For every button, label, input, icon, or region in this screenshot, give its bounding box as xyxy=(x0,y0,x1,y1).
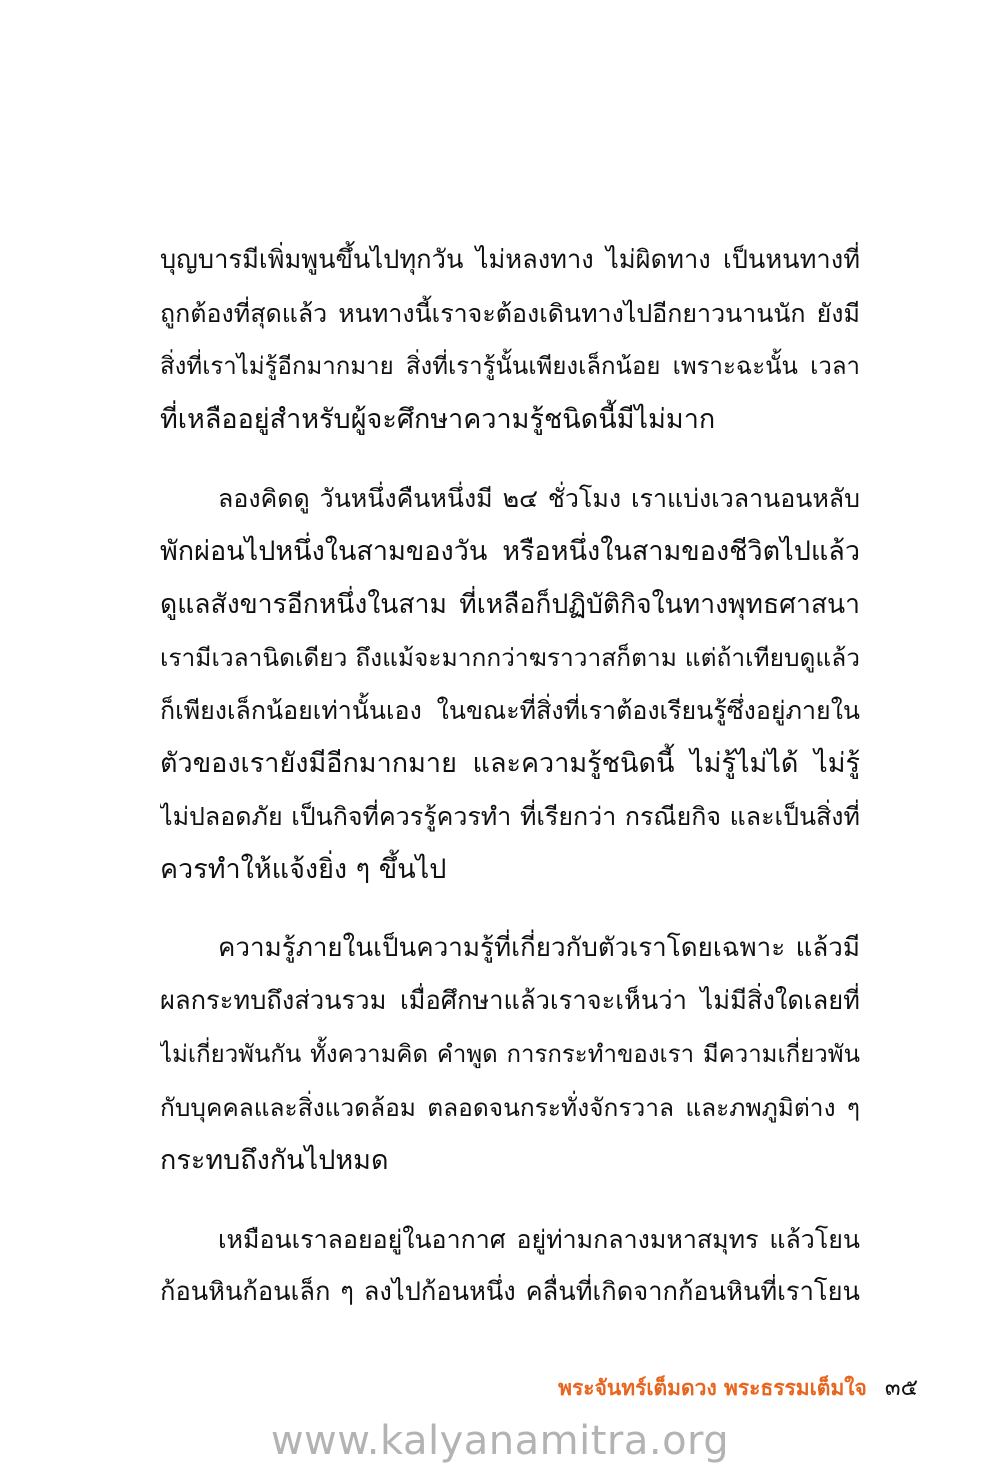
paragraph-3 xyxy=(160,922,860,1187)
text-line: ก้อนหินก้อนเล็ก ๆ ลงไปก้อนหนึ่ง คลื่นที่เกิดจากก้อนหินที่เราโยน xyxy=(160,1277,860,1307)
book-title: พระจันทร์เต็มดวง พระธรรมเต็มใจ xyxy=(558,1375,867,1400)
text-line: ความรู้ภายในเป็นความรู้ที่เกี่ยวกับตัวเราโดยเฉพาะ แล้วมี xyxy=(218,933,860,963)
text-line: ไม่ปลอดภัย เป็นกิจที่ควรรู้ควรทำ ที่เรียกว่า กรณียกิจ และเป็นสิ่งที่ xyxy=(160,802,860,831)
paragraph-1 xyxy=(160,234,860,446)
text-line: ที่เหลืออยู่สำหรับผู้จะศึกษาความรู้ชนิดนี้มีไม่มาก xyxy=(160,404,716,435)
text-line: ควรทำให้แจ้งยิ่ง ๆ ขึ้นไป xyxy=(160,854,447,885)
watermark-url: www.kalyanamitra.org xyxy=(270,1418,730,1464)
paragraph-4 xyxy=(160,1213,860,1319)
text-line: สิ่งที่เราไม่รู้อีกมากมาย สิ่งที่เรารู้นั้นเพียงเล็กน้อย เพราะฉะนั้น เวลา xyxy=(160,352,860,380)
text-line: ตัวของเรายังมีอีกมากมาย และความรู้ชนิดนี้ ไม่รู้ไม่ได้ ไม่รู้ xyxy=(160,748,860,779)
text-line: กับบุคคลและสิ่งแวดล้อม ตลอดจนกระทั่งจักรวาล และภพภูมิต่าง ๆ xyxy=(160,1093,860,1122)
text-line: ก็เพียงเล็กน้อยเท่านั้นเอง ในขณะที่สิ่งที่เราต้องเรียนรู้ซึ่งอยู่ภายใน xyxy=(160,696,860,725)
page-body xyxy=(160,234,860,1345)
page-number: ๓๕ xyxy=(884,1375,918,1401)
paragraph-2 xyxy=(160,472,860,896)
text-line: พักผ่อนไปหนึ่งในสามของวัน หรือหนึ่งในสามของชีวิตไปแล้ว xyxy=(160,536,860,567)
text-line: เหมือนเราลอยอยู่ในอากาศ อยู่ท่ามกลางมหาสมุทร แล้วโยน xyxy=(218,1225,860,1254)
text-line: บุญบารมีเพิ่มพูนขึ้นไปทุกวัน ไม่หลงทาง ไม่ผิดทาง เป็นหนทางที่ xyxy=(160,245,860,275)
text-line: ถูกต้องที่สุดแล้ว หนทางนี้เราจะต้องเดินทางไปอีกยาวนานนัก ยังมี xyxy=(160,299,860,328)
text-line: กระทบถึงกันไปหมด xyxy=(160,1145,389,1176)
text-line: เรามีเวลานิดเดียว ถึงแม้จะมากกว่าฆราวาสก็ตาม แต่ถ้าเทียบดูแล้ว xyxy=(160,643,860,672)
text-line: ลองคิดดู วันหนึ่งคืนหนึ่งมี ๒๔ ชั่วโมง เราแบ่งเวลานอนหลับ xyxy=(218,484,860,513)
text-line: ไม่เกี่ยวพันกัน ทั้งความคิด คำพูด การกระทำของเรา มีความเกี่ยวพัน xyxy=(160,1040,860,1068)
page-footer xyxy=(558,1368,918,1408)
text-line: ดูแลสังขารอีกหนึ่งในสาม ที่เหลือก็ปฏิบัติกิจในทางพุทธศาสนา xyxy=(160,589,860,620)
text-line: ผลกระทบถึงส่วนรวม เมื่อศึกษาแล้วเราจะเห็นว่า ไม่มีสิ่งใดเลยที่ xyxy=(160,986,860,1016)
